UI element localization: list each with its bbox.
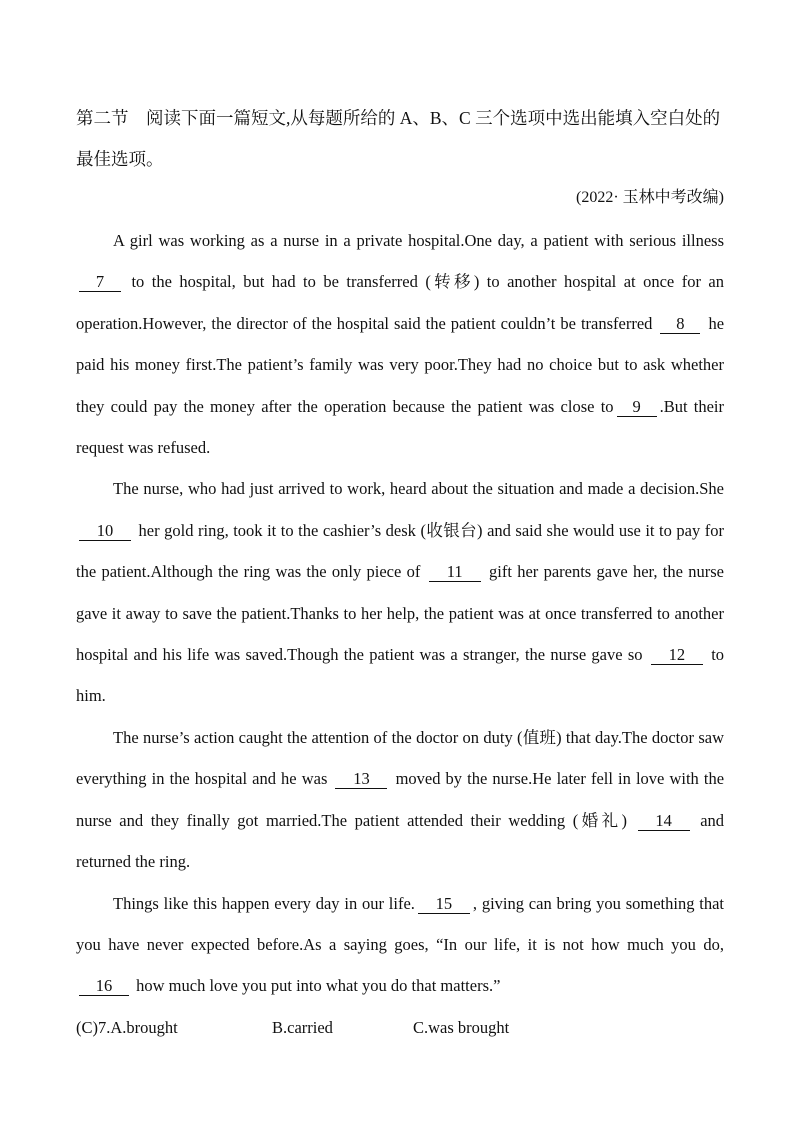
blank-16: 16	[79, 977, 129, 996]
passage-text: The nurse, who had just arrived to work, heard about the situation and made a decision.She	[113, 479, 724, 499]
blank-10: 10	[79, 522, 131, 541]
source-note: (2022· 玉林中考改编)	[576, 189, 724, 206]
question-7-options	[76, 1007, 724, 1048]
section-heading: 第二节 阅读下面一篇短文,从每题所给的 A、B、C 三个选项中选出能填入空白处的最佳选项。	[76, 108, 721, 169]
blank-13: 13	[335, 770, 387, 789]
passage-text: how much love you put into what you do that matters.”	[136, 976, 501, 996]
passage-text: A girl was working as a nurse in a private hospital.One day, a patient with serious illness	[113, 231, 724, 250]
passage-text: , giving can bring you something that you have never expected before.As a saying goes, “In our life, it is not how much you do,	[76, 893, 724, 954]
passage-text: The nurse’s action caught the attention of the doctor on duty (值班) that day.The doctor saw everything in the hospital and he was	[76, 727, 724, 789]
passage-paragraph-4	[76, 883, 724, 1007]
blank-14: 14	[638, 812, 690, 831]
blank-11: 11	[429, 563, 481, 582]
option-a: A.brought	[110, 1017, 178, 1037]
passage-paragraph-2	[76, 468, 724, 716]
question-7-stem	[76, 1007, 272, 1048]
answer-prefix: (C)7.	[76, 1017, 111, 1037]
passage-text: .But their request was refused.	[76, 396, 725, 458]
blank-12: 12	[651, 646, 703, 665]
passage-text: and returned the ring.	[76, 810, 725, 872]
passage-text: moved by the nurse.He later fell in love with the nurse and they finally got married.The patient attended their wedding (婚礼)	[76, 769, 725, 830]
passage-paragraph-3	[76, 717, 724, 883]
passage-paragraph-1	[76, 220, 724, 468]
passage-text: gift her parents gave her, the nurse gave it away to save the patient.Thanks to her help, the patient was at once transferred to another hospital and his life was saved.Though the patient was a stranger, the nurse gave so	[76, 562, 725, 665]
blank-8: 8	[660, 315, 700, 334]
blank-9: 9	[617, 398, 657, 417]
passage-text: to him.	[76, 645, 725, 706]
passage-text: to the hospital, but had to be transferred (转移) to another hospital at once for an operation.However, the director of the hospital said the patient couldn’t be transferred	[76, 272, 724, 333]
passage-text: he paid his money first.The patient’s family was very poor.They had no choice but to ask whether they could pay the money after the operation because the patient was close to	[76, 313, 725, 416]
option-c: C.was brought	[413, 1017, 510, 1037]
blank-15: 15	[418, 895, 470, 914]
option-b: B.carried	[272, 1017, 333, 1037]
worksheet-page	[76, 98, 724, 1048]
blank-7: 7	[79, 273, 121, 292]
passage-text: her gold ring, took it to the cashier’s desk (收银台) and said she would use it to pay for the patient.Although the ring was the only piece of	[76, 520, 724, 582]
passage-text: Things like this happen every day in our life.	[113, 893, 415, 913]
